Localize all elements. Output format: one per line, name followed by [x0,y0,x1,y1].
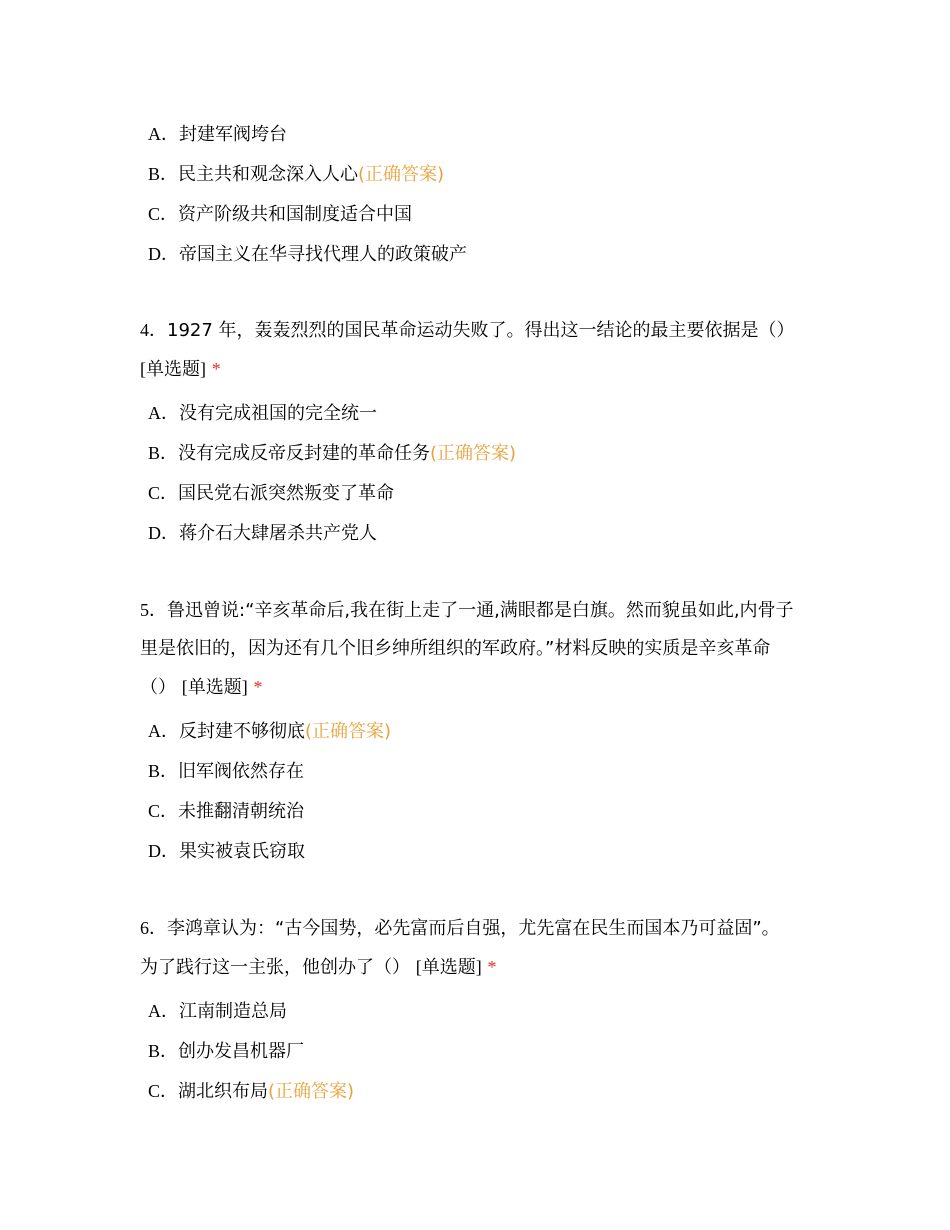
option-b [140,751,820,791]
option-c [140,473,820,513]
option-text: 反封建不够彻底 [179,721,305,742]
option-a [140,991,820,1031]
question-number: 5． [140,600,167,620]
correct-answer-marker: (正确答案) [358,164,445,185]
question-type: [单选题] [140,359,206,379]
option-letter: D． [148,523,179,543]
option-letter: A． [148,124,179,144]
option-letter: A． [148,1001,179,1021]
question-5-options [140,711,820,871]
option-c [140,791,820,831]
option-c [140,194,820,234]
question-number: 6． [140,918,167,938]
question-4-options [140,393,820,553]
option-a [140,393,820,433]
question-text: 鲁迅曾说:“辛亥革命后,我在街上走了一通,满眼都是白旗。然而貌虽如此,内骨子 [167,600,794,621]
question-type: [单选题] [415,957,482,977]
required-marker: * [211,359,221,379]
option-d [140,234,820,274]
option-text: 创办发昌机器厂 [178,1041,305,1062]
question-text: （） [140,677,176,698]
option-letter: B． [148,1041,179,1061]
question-5-stem [140,591,820,707]
option-text: 民主共和观念深入人心 [178,164,359,185]
question-6-options [140,991,820,1111]
option-d [140,513,820,553]
option-letter: C． [148,801,179,821]
option-a [140,711,820,751]
question-line [140,909,820,948]
question-4-stem [140,311,820,389]
option-letter: D． [148,841,179,861]
question-line [140,948,820,987]
question-text: 1927 年，轰轰烈烈的国民革命运动失败了。得出这一结论的最主要依据是（） [167,320,795,341]
option-a [140,114,820,154]
option-letter: B． [148,761,179,781]
option-text: 国民党右派突然叛变了革命 [178,483,395,504]
option-letter: A． [148,721,179,741]
option-text: 果实被袁氏窃取 [179,841,305,862]
option-letter: C． [148,1081,179,1101]
option-text: 江南制造总局 [179,1001,287,1022]
option-letter: C． [148,204,179,224]
option-text: 没有完成祖国的完全统一 [179,403,377,424]
option-b [140,433,820,473]
correct-answer-marker: (正确答案) [305,721,392,742]
question-number: 4． [140,320,167,340]
option-text: 旧军阀依然存在 [178,761,305,782]
option-letter: B． [148,443,179,463]
option-text: 帝国主义在华寻找代理人的政策破产 [179,244,467,265]
option-text: 没有完成反帝反封建的革命任务 [178,443,431,464]
option-text: 未推翻清朝统治 [178,801,305,822]
option-b [140,154,820,194]
question-line [140,311,820,350]
question-line [140,591,820,630]
question-6-stem [140,909,820,987]
question-line [140,630,820,668]
option-text: 蒋介石大肆屠杀共产党人 [179,523,377,544]
option-letter: A． [148,403,179,423]
required-marker: * [487,957,497,977]
option-text: 湖北织布局 [178,1081,269,1102]
option-b [140,1031,820,1071]
correct-answer-marker: (正确答案) [268,1081,355,1102]
option-text: 封建军阀垮台 [179,124,287,145]
question-type: [单选题] [181,677,248,697]
option-letter: B． [148,164,179,184]
question-3-options [140,114,820,274]
required-marker: * [253,677,263,697]
question-line [140,668,820,707]
option-c [140,1071,820,1111]
question-line [140,350,820,389]
correct-answer-marker: (正确答案) [430,443,517,464]
option-letter: C． [148,483,179,503]
question-text: 为了践行这一主张，他创办了（） [140,957,410,978]
option-letter: D． [148,244,179,264]
option-text: 资产阶级共和国制度适合中国 [178,204,413,225]
option-d [140,831,820,871]
question-text: 里是依旧的，因为还有几个旧乡绅所组织的军政府。”材料反映的实质是辛亥革命 [140,638,771,659]
question-text: 李鸿章认为：“古今国势，必先富而后自强，尤先富在民生而国本乃可益固”。 [167,918,780,939]
